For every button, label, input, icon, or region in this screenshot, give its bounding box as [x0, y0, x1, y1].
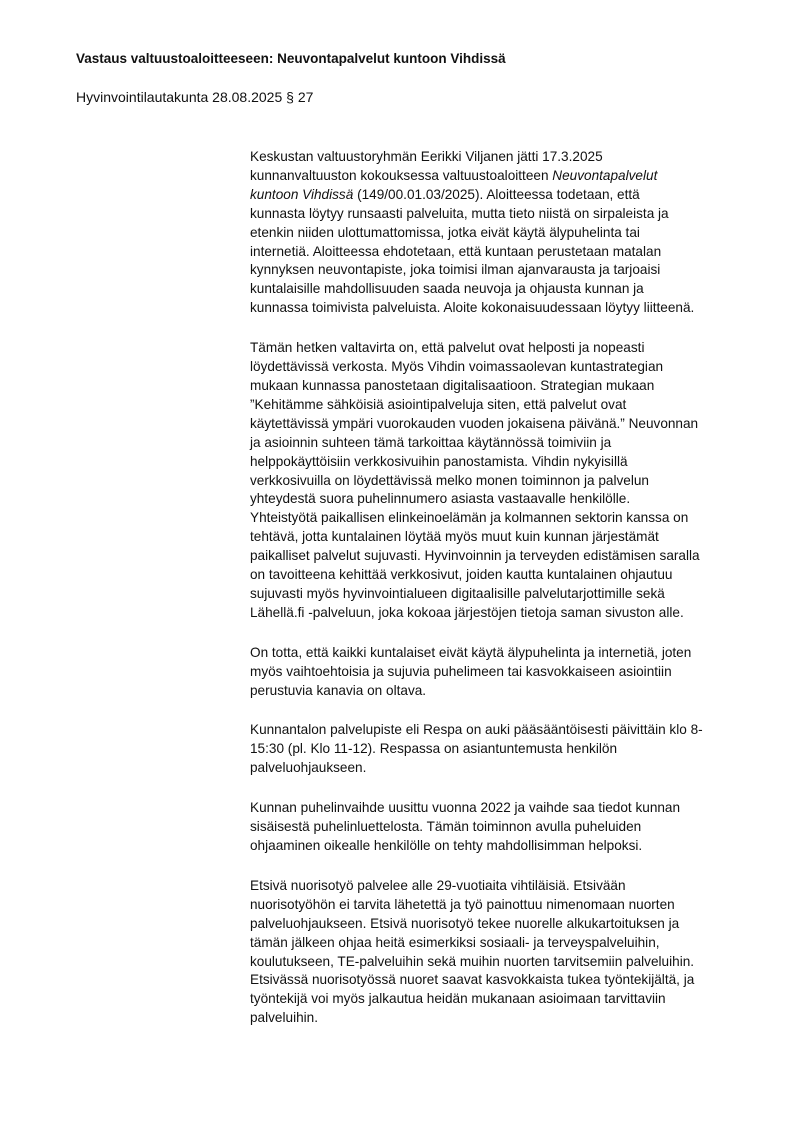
meeting-reference: Hyvinvointilautakunta 28.08.2025 § 27 — [76, 89, 314, 105]
text-line-part: (149/00.01.03/2025). Aloitteessa todetaan, että — [353, 186, 640, 202]
text-line: tämän jälkeen ohjaa heitä esimerkiksi sosiaali- ja terveyspalveluihin, — [250, 934, 660, 950]
text-line: kunnassa toimivista palveluista. Aloite kokonaisuudessaan löytyy liitteenä. — [250, 300, 695, 316]
paragraph-initiative — [250, 148, 750, 318]
text-line: palveluohjaukseen. — [250, 760, 367, 776]
text-line: palveluihin. — [250, 1010, 319, 1026]
text-line: Kunnan puhelinvaihde uusittu vuonna 2022 ja vaihde saa tiedot kunnan — [250, 800, 681, 816]
text-line: ohjaaminen oikealle henkilölle on tehty mahdollisimman helpoksi. — [250, 838, 643, 853]
text-line — [250, 186, 750, 205]
text-line: on tavoitteena kehittää verkkosivut, joiden kautta kuntalainen ohjautuu — [250, 567, 673, 583]
text-line: perustuvia kanavia on oltava. — [250, 682, 427, 698]
text-line: ”Kehitämme sähköisiä asiointipalveluja siten, että palvelut ovat — [250, 396, 627, 412]
paragraph-switchboard — [250, 799, 750, 856]
paragraph-digitalization — [250, 339, 750, 623]
text-line: Tämän hetken valtavirta on, että palvelut ovat helposti ja nopeasti — [250, 340, 645, 356]
text-line: 15:30 (pl. Klo 11-12). Respassa on asiantuntemusta henkilön — [250, 741, 618, 757]
text-line: kuntalaisille mahdollisuuden saada neuvoja ja ohjausta kunnan ja — [250, 281, 644, 297]
text-line: työntekijä voi myös jalkautua heidän mukanaan asioimaan tarvittaviin — [250, 991, 666, 1007]
text-line: tehtävä, jotta kuntalainen löytää myös muut kuin kunnan järjestämät — [250, 529, 659, 545]
text-line: verkkosivuilla on löydettävissä melko monen toiminnon ja palvelun — [250, 472, 649, 488]
document-body — [250, 148, 750, 1049]
text-line: koulutukseen, TE-palveluihin sekä muihin nuorten tarvitsemiin palveluihin. — [250, 953, 695, 969]
text-line: Lähellä.fi -palveluun, joka kokoaa järjestöjen tietoja saman sivuston alle. — [250, 604, 684, 620]
text-line: nuorisotyöhön ei tarvita lähetettä ja työ painottuu nimenomaan nuorten — [250, 896, 675, 912]
text-line: löydettävissä verkosta. Myös Vihdin voimassaolevan kuntastrategian — [250, 359, 664, 375]
paragraph-youth-work — [250, 877, 750, 1028]
paragraph-alternative-channels — [250, 644, 750, 701]
text-line: On totta, että kaikki kuntalaiset eivät käytä älypuhelinta ja internetiä, joten — [250, 644, 692, 660]
text-line: kunnasta löytyy runsaasti palveluita, mutta tieto niistä on sirpaleista ja — [250, 205, 669, 221]
text-line: Keskustan valtuustoryhmän Eerikki Viljanen jätti 17.3.2025 — [250, 149, 603, 164]
text-line: Kunnantalon palvelupiste eli Respa on auki pääsääntöisesti päivittäin klo 8- — [250, 722, 703, 738]
text-line: Etsivä nuorisotyö palvelee alle 29-vuotiaita vihtiläisiä. Etsivään — [250, 877, 626, 893]
text-line — [250, 167, 750, 186]
text-line: paikalliset palvelut sujuvasti. Hyvinvoinnin ja terveyden edistämisen saralla — [250, 548, 700, 564]
text-line-part: kunnanvaltuuston kokouksessa valtuustoaloitteen — [250, 167, 553, 183]
text-line: ja asioinnin suhteen tämä tarkoittaa käytännössä toimiviin ja — [250, 434, 612, 450]
text-line: sisäisestä puhelinluettelosta. Tämän toiminnon avulla puheluiden — [250, 819, 642, 835]
text-line: yhteydestä suora puhelinnumero asiasta vastaavalle henkilölle. — [250, 491, 631, 507]
text-line: käytettävissä ympäri vuorokauden vuoden jokaisena päivänä.” Neuvonnan — [250, 415, 699, 431]
text-line: Etsivässä nuorisotyössä nuoret saavat kasvokkaista tukea työntekijältä, ja — [250, 972, 695, 988]
text-line: helppokäyttöisiin verkkosivuihin panostamista. Vihdin nykyisillä — [250, 453, 628, 469]
text-line: Yhteistyötä paikallisen elinkeinoelämän ja kolmannen sektorin kanssa on — [250, 510, 689, 526]
text-line: palveluohjaukseen. Etsivä nuorisotyö tekee nuorelle alkukartoituksen ja — [250, 915, 680, 931]
text-line: mukaan kunnassa panostetaan digitalisaatioon. Strategian mukaan — [250, 377, 655, 393]
text-line: etenkin niiden ulottumattomissa, jotka eivät käytä älypuhelinta tai — [250, 224, 640, 240]
text-line: sujuvasti myös hyvinvointialueen digitaalisille palvelutarjottimille sekä — [250, 585, 665, 601]
document-title: Vastaus valtuustoaloitteeseen: Neuvontapalvelut kuntoon Vihdissä — [76, 51, 506, 66]
text-line: internetiä. Aloitteessa ehdotetaan, että kuntaan perustetaan matalan — [250, 243, 662, 259]
paragraph-service-point — [250, 721, 750, 778]
initiative-title-italic: kuntoon Vihdissä — [250, 186, 354, 202]
initiative-title-italic: Neuvontapalvelut — [552, 167, 658, 183]
text-line: kynnyksen neuvontapiste, joka toimisi ilman ajanvarausta ja tarjoaisi — [250, 262, 661, 278]
text-line: myös vaihtoehtoisia ja sujuvia puhelimeen tai kasvokkaiseen asiointiin — [250, 663, 672, 679]
